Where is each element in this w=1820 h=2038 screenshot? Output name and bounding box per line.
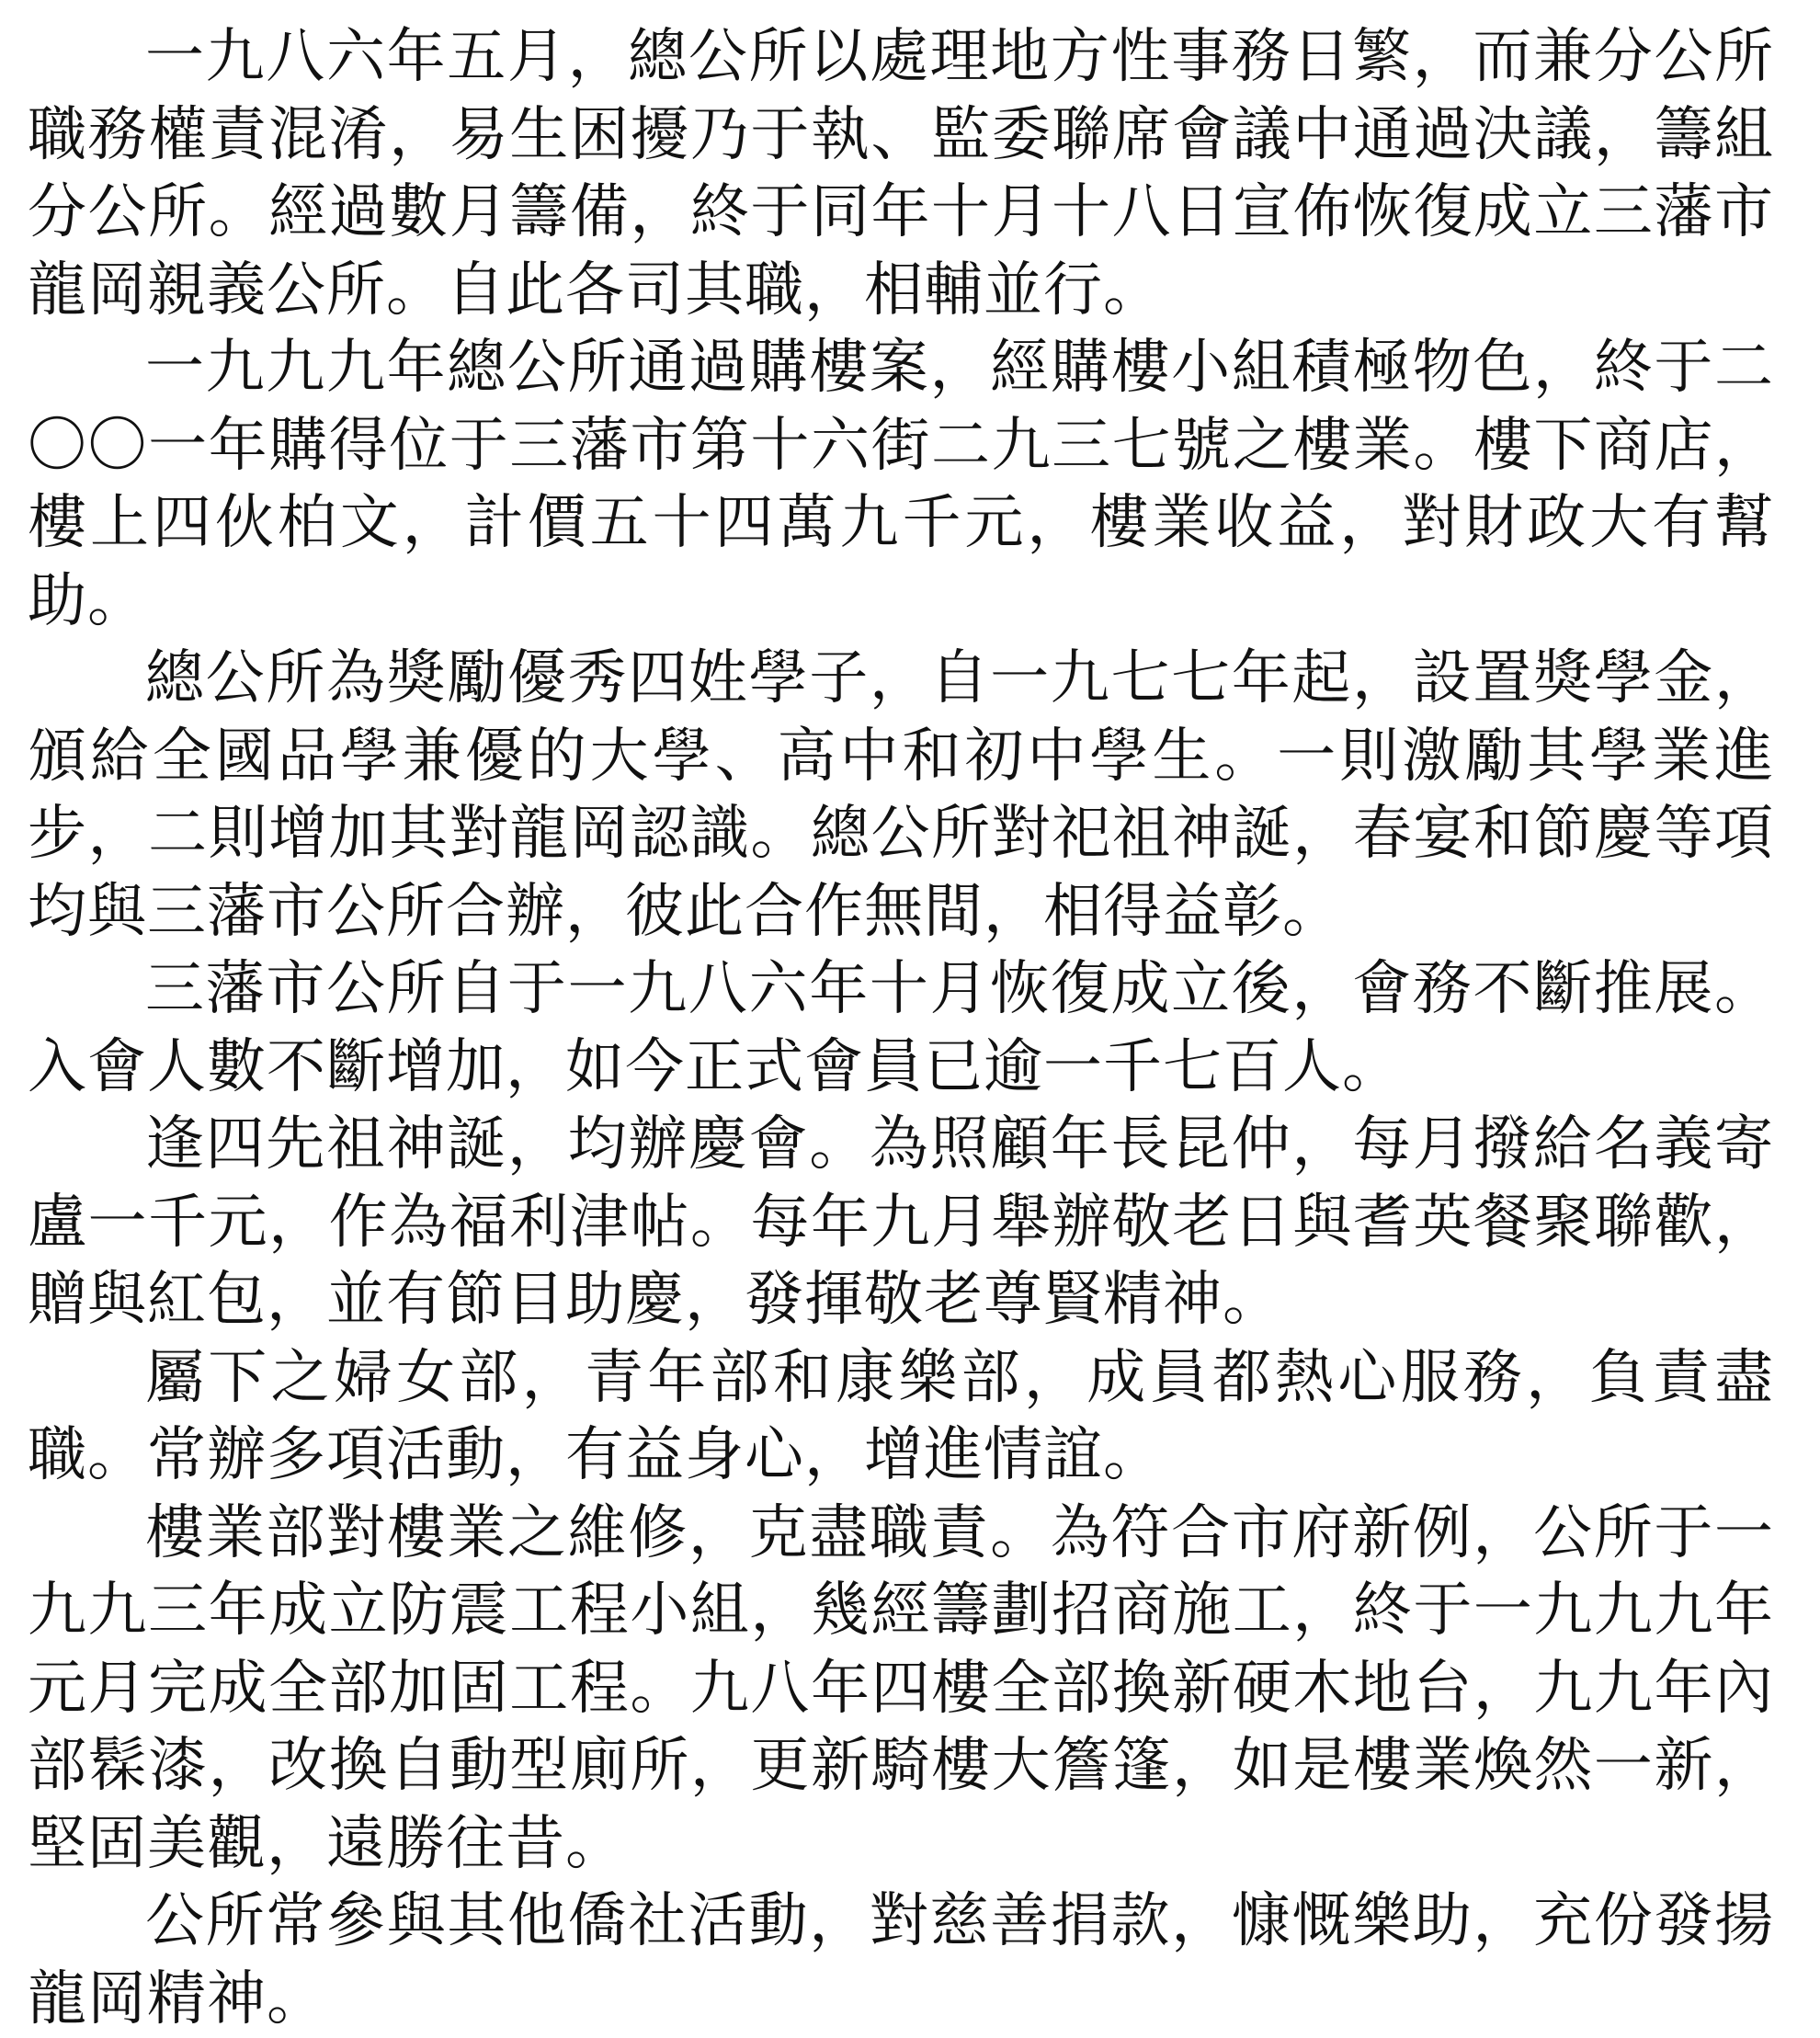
paragraph-building-purchase: 一九九九年總公所通過購樓案，經購樓小組積極物色，終于二〇〇一年購得位于三藩市第十六街二九三七號之樓業。樓下商店，樓上四伙柏文，計價五十四萬九千元，樓業收益，對財政大有幫助。 <box>28 334 1774 635</box>
paragraph-elder-care: 逢四先祖神誕，均辦慶會。為照顧年長昆仲，每月撥給名義寄盧一千元，作為福利津帖。每年九月舉辦敬老日與耆英餐聚聯歡，贈與紅包，並有節目助慶，發揮敬老尊賢精神。 <box>28 1110 1774 1334</box>
paragraph-scholarship: 總公所為獎勵優秀四姓學子，自一九七七年起，設置獎學金，頒給全國品學兼優的大學、高中和初中學生。一則激勵其學業進步，二則增加其對龍岡認識。總公所對祀祖神誕，春宴和節慶等項均與三藩市公所合辦，彼此合作無間，相得益彰。 <box>28 644 1774 946</box>
paragraph-membership-growth: 三藩市公所自于一九八六年十月恢復成立後，會務不斷推展。入會人數不斷增加，如今正式會員已逾一千七百人。 <box>28 955 1774 1101</box>
document-page <box>28 0 1774 2033</box>
paragraph-building-maintenance: 樓業部對樓業之維修，克盡職責。為符合市府新例，公所于一九九三年成立防震工程小組，幾經籌劃招商施工，終于一九九九年元月完成全部加固工程。九八年四樓全部換新硬木地台，九九年內部髹漆，改換自動型廁所，更新騎樓大簷篷，如是樓業煥然一新，堅固美觀，遠勝往昔。 <box>28 1498 1774 1878</box>
paragraph-departments: 屬下之婦女部，青年部和康樂部，成員都熱心服務，負責盡職。常辦多項活動，有益身心，增進情誼。 <box>28 1343 1774 1489</box>
paragraph-community-charity: 公所常參與其他僑社活動，對慈善捐款，慷慨樂助，充份發揚龍岡精神。 <box>28 1887 1774 2033</box>
paragraph-branch-office-founding: 一九八六年五月，總公所以處理地方性事務日繁，而兼分公所職務權責混淆，易生困擾乃于執、監委聯席會議中通過決議，籌組分公所。經過數月籌備，終于同年十月十八日宣佈恢復成立三藩市龍岡親義公所。自此各司其職，相輔並行。 <box>28 23 1774 324</box>
